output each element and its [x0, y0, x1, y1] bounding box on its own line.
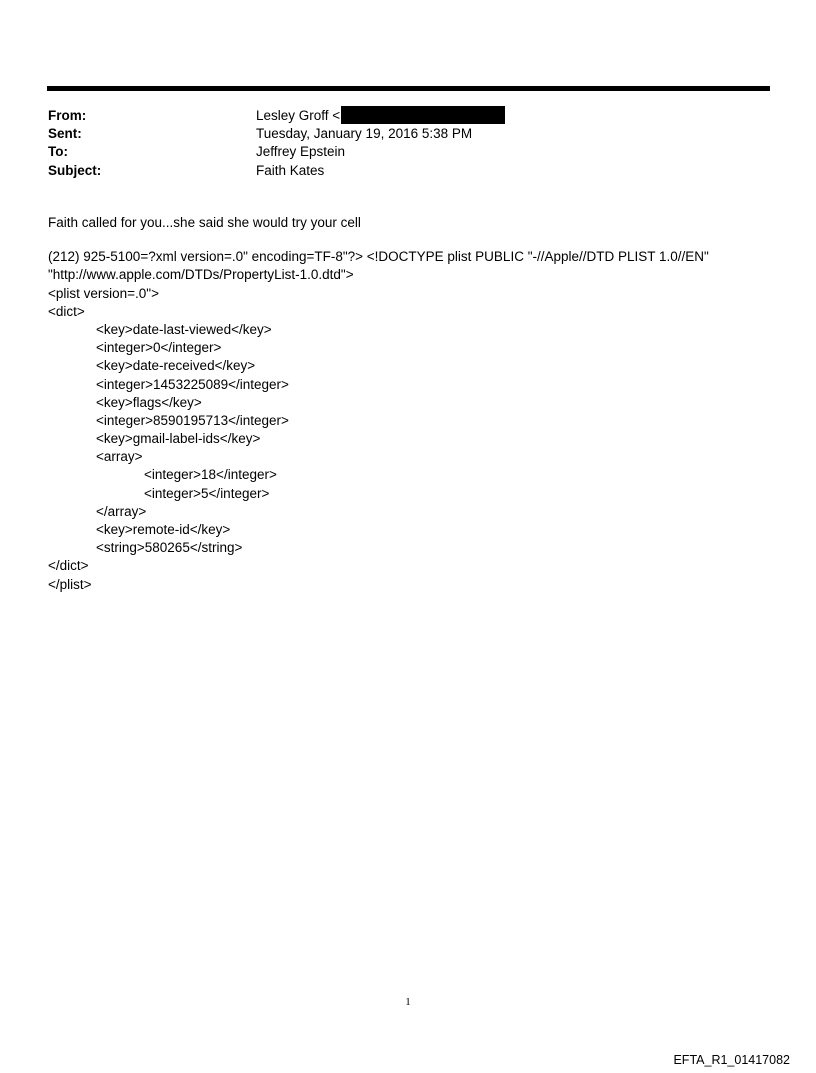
from-name: Lesley Groff <: [256, 107, 341, 123]
paragraph-gap: [48, 232, 768, 248]
page-number: 1: [405, 996, 411, 1008]
message-text: Faith called for you...she said she would try your cell: [48, 215, 361, 230]
sent-value: Tuesday, January 19, 2016 5:38 PM: [256, 126, 473, 142]
to-value: Jeffrey Epstein: [256, 144, 346, 160]
plist-line: <integer>0</integer>: [96, 340, 222, 356]
plist-line: <key>date-received</key>: [96, 358, 256, 374]
plist-line: <integer>1453225089</integer>: [96, 376, 289, 392]
email-body: [48, 214, 768, 594]
redaction-box: [341, 106, 505, 124]
plist-line: <integer>18</integer>: [144, 467, 277, 483]
plist-line: <integer>5</integer>: [144, 485, 270, 501]
plist-line: <key>remote-id</key>: [96, 522, 231, 537]
from-value: [256, 106, 505, 124]
sent-row: [48, 124, 748, 142]
plist-line: "http://www.apple.com/DTDs/PropertyList-1.0.dtd">: [48, 267, 354, 283]
subject-row: [48, 161, 748, 179]
plist-line: <key>gmail-label-ids</key>: [96, 431, 261, 447]
sent-label: Sent:: [48, 126, 82, 142]
bates-number: EFTA_R1_01417082: [673, 1053, 790, 1067]
plist-line: (212) 925-5100=?xml version=.0" encoding=TF-8"?> <!DOCTYPE plist PUBLIC "-//Apple//DTD PLIST 1.0//EN": [48, 249, 709, 265]
plist-line: <key>flags</key>: [96, 394, 202, 410]
plist-line: </dict>: [48, 558, 89, 574]
header-rule: [47, 86, 770, 91]
plist-line: <array>: [96, 449, 143, 465]
plist-line: <integer>8590195713</integer>: [96, 412, 289, 428]
plist-line: <key>date-last-viewed</key>: [96, 321, 272, 337]
plist-line: <dict>: [48, 303, 85, 319]
subject-value: Faith Kates: [256, 162, 325, 178]
to-row: [48, 143, 748, 161]
from-label: From:: [48, 107, 87, 123]
plist-line: <string>580265</string>: [96, 540, 243, 556]
plist-line: </array>: [96, 503, 147, 519]
plist-line: </plist>: [48, 576, 92, 592]
email-header: [48, 106, 748, 180]
to-label: To:: [48, 144, 68, 160]
subject-label: Subject:: [48, 162, 102, 178]
from-row: [48, 106, 748, 124]
plist-line: <plist version=.0">: [48, 285, 159, 301]
